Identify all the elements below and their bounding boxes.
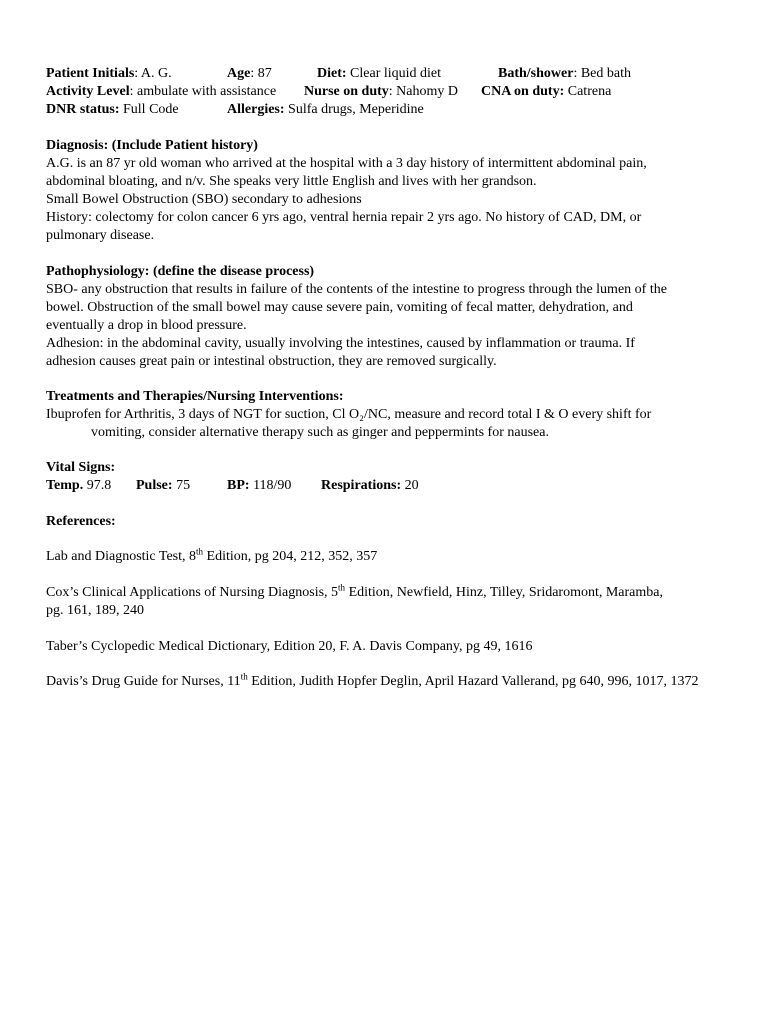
age <box>227 65 272 83</box>
pathophysiology-heading: Pathophysiology: (define the disease process) <box>46 264 315 279</box>
reference-item <box>46 584 663 602</box>
allergies-label: Allergies: <box>227 102 285 117</box>
allergies-value: Sulfa drugs, Meperidine <box>284 102 424 117</box>
bath-label: Bath/shower <box>498 66 574 81</box>
dnr-status <box>46 101 179 119</box>
pathophysiology-line: bowel. Obstruction of the small bowel may cause severe pain, vomiting of fecal matter, dehydration, and <box>46 300 633 315</box>
reference-text: Edition, pg 204, 212, 352, 357 <box>203 549 378 564</box>
nurse-value: : Nahomy D <box>388 84 459 99</box>
activity-level <box>46 83 276 101</box>
pathophysiology-line: SBO- any obstruction that results in failure of the contents of the intestine to progress through the lumen of the <box>46 282 667 297</box>
temp-value: 97.8 <box>83 478 112 493</box>
pathophysiology-line: Adhesion: in the abdominal cavity, usually involving the intestines, caused by inflammation or trauma. If <box>46 336 635 351</box>
reference-text: Edition, Newfield, Hinz, Tilley, Sridaromont, Maramba, <box>345 585 664 600</box>
diagnosis-line: abdominal bloating, and n/v. She speaks very little English and lives with her grandson. <box>46 174 537 189</box>
cna-on-duty <box>481 83 611 101</box>
bp-value: 118/90 <box>249 478 292 493</box>
bath-value: : Bed bath <box>573 66 631 81</box>
vital-pulse <box>136 477 190 495</box>
diagnosis-line: Small Bowel Obstruction (SBO) secondary to adhesions <box>46 192 362 207</box>
diagnosis-line: History: colectomy for colon cancer 6 yrs ago, ventral hernia repair 2 yrs ago. No history of CAD, DM, or <box>46 210 642 225</box>
references-heading: References: <box>46 514 116 529</box>
resp-label: Respirations: <box>321 478 402 493</box>
reference-superscript: th <box>240 671 248 682</box>
reference-text: Cox’s Clinical Applications of Nursing Diagnosis, 5 <box>46 585 339 600</box>
activity-value: : ambulate with assistance <box>129 84 277 99</box>
treatments-line: Ibuprofen for Arthritis, 3 days of NGT for suction, Cl O₂/NC, measure and record total I & O every shift for <box>46 407 652 422</box>
activity-label: Activity Level <box>46 84 130 99</box>
diagnosis-line: pulmonary disease. <box>46 228 155 243</box>
reference-item <box>46 673 699 691</box>
nurse-on-duty <box>304 83 458 101</box>
diagnosis-line: A.G. is an 87 yr old woman who arrived at the hospital with a 3 day history of intermittent abdominal pain, <box>46 156 647 171</box>
temp-label: Temp. <box>46 478 84 493</box>
cna-value: Catrena <box>564 84 612 99</box>
age-value: : 87 <box>250 66 272 81</box>
pulse-label: Pulse: <box>136 478 173 493</box>
cna-label: CNA on duty: <box>481 84 565 99</box>
diagnosis-heading: Diagnosis: (Include Patient history) <box>46 138 258 153</box>
reference-text: Davis’s Drug Guide for Nurses, 11 <box>46 674 241 689</box>
vital-respirations <box>321 477 419 495</box>
patient-initials-value: : A. G. <box>134 66 172 81</box>
allergies <box>227 101 424 119</box>
bp-label: BP: <box>227 478 250 493</box>
reference-text: Edition, Judith Hopfer Deglin, April Hazard Vallerand, pg 640, 996, 1017, 1372 <box>247 674 699 689</box>
diet <box>317 65 441 83</box>
pulse-value: 75 <box>172 478 191 493</box>
reference-superscript: th <box>338 582 346 593</box>
reference-superscript: th <box>196 546 204 557</box>
treatments-heading: Treatments and Therapies/Nursing Interventions: <box>46 389 344 404</box>
resp-value: 20 <box>401 478 419 493</box>
patient-initials-label: Patient Initials <box>46 66 135 81</box>
treatments-line-indented: vomiting, consider alternative therapy such as ginger and peppermints for nausea. <box>91 425 549 440</box>
reference-item: Taber’s Cyclopedic Medical Dictionary, Edition 20, F. A. Davis Company, pg 49, 1616 <box>46 639 533 654</box>
diet-value: Clear liquid diet <box>346 66 442 81</box>
dnr-label: DNR status: <box>46 102 120 117</box>
pathophysiology-line: adhesion causes great pain or intestinal obstruction, they are removed surgically. <box>46 354 497 369</box>
vital-bp <box>227 477 291 495</box>
vital-temp <box>46 477 111 495</box>
reference-item <box>46 548 377 566</box>
pathophysiology-line: eventually a drop in blood pressure. <box>46 318 247 333</box>
dnr-value: Full Code <box>119 102 179 117</box>
vital-signs-heading: Vital Signs: <box>46 460 116 475</box>
reference-text: Lab and Diagnostic Test, 8 <box>46 549 197 564</box>
nurse-label: Nurse on duty <box>304 84 389 99</box>
patient-initials <box>46 65 172 83</box>
bath-shower <box>498 65 631 83</box>
age-label: Age <box>227 66 251 81</box>
diet-label: Diet: <box>317 66 347 81</box>
reference-item-continued: pg. 161, 189, 240 <box>46 603 144 618</box>
